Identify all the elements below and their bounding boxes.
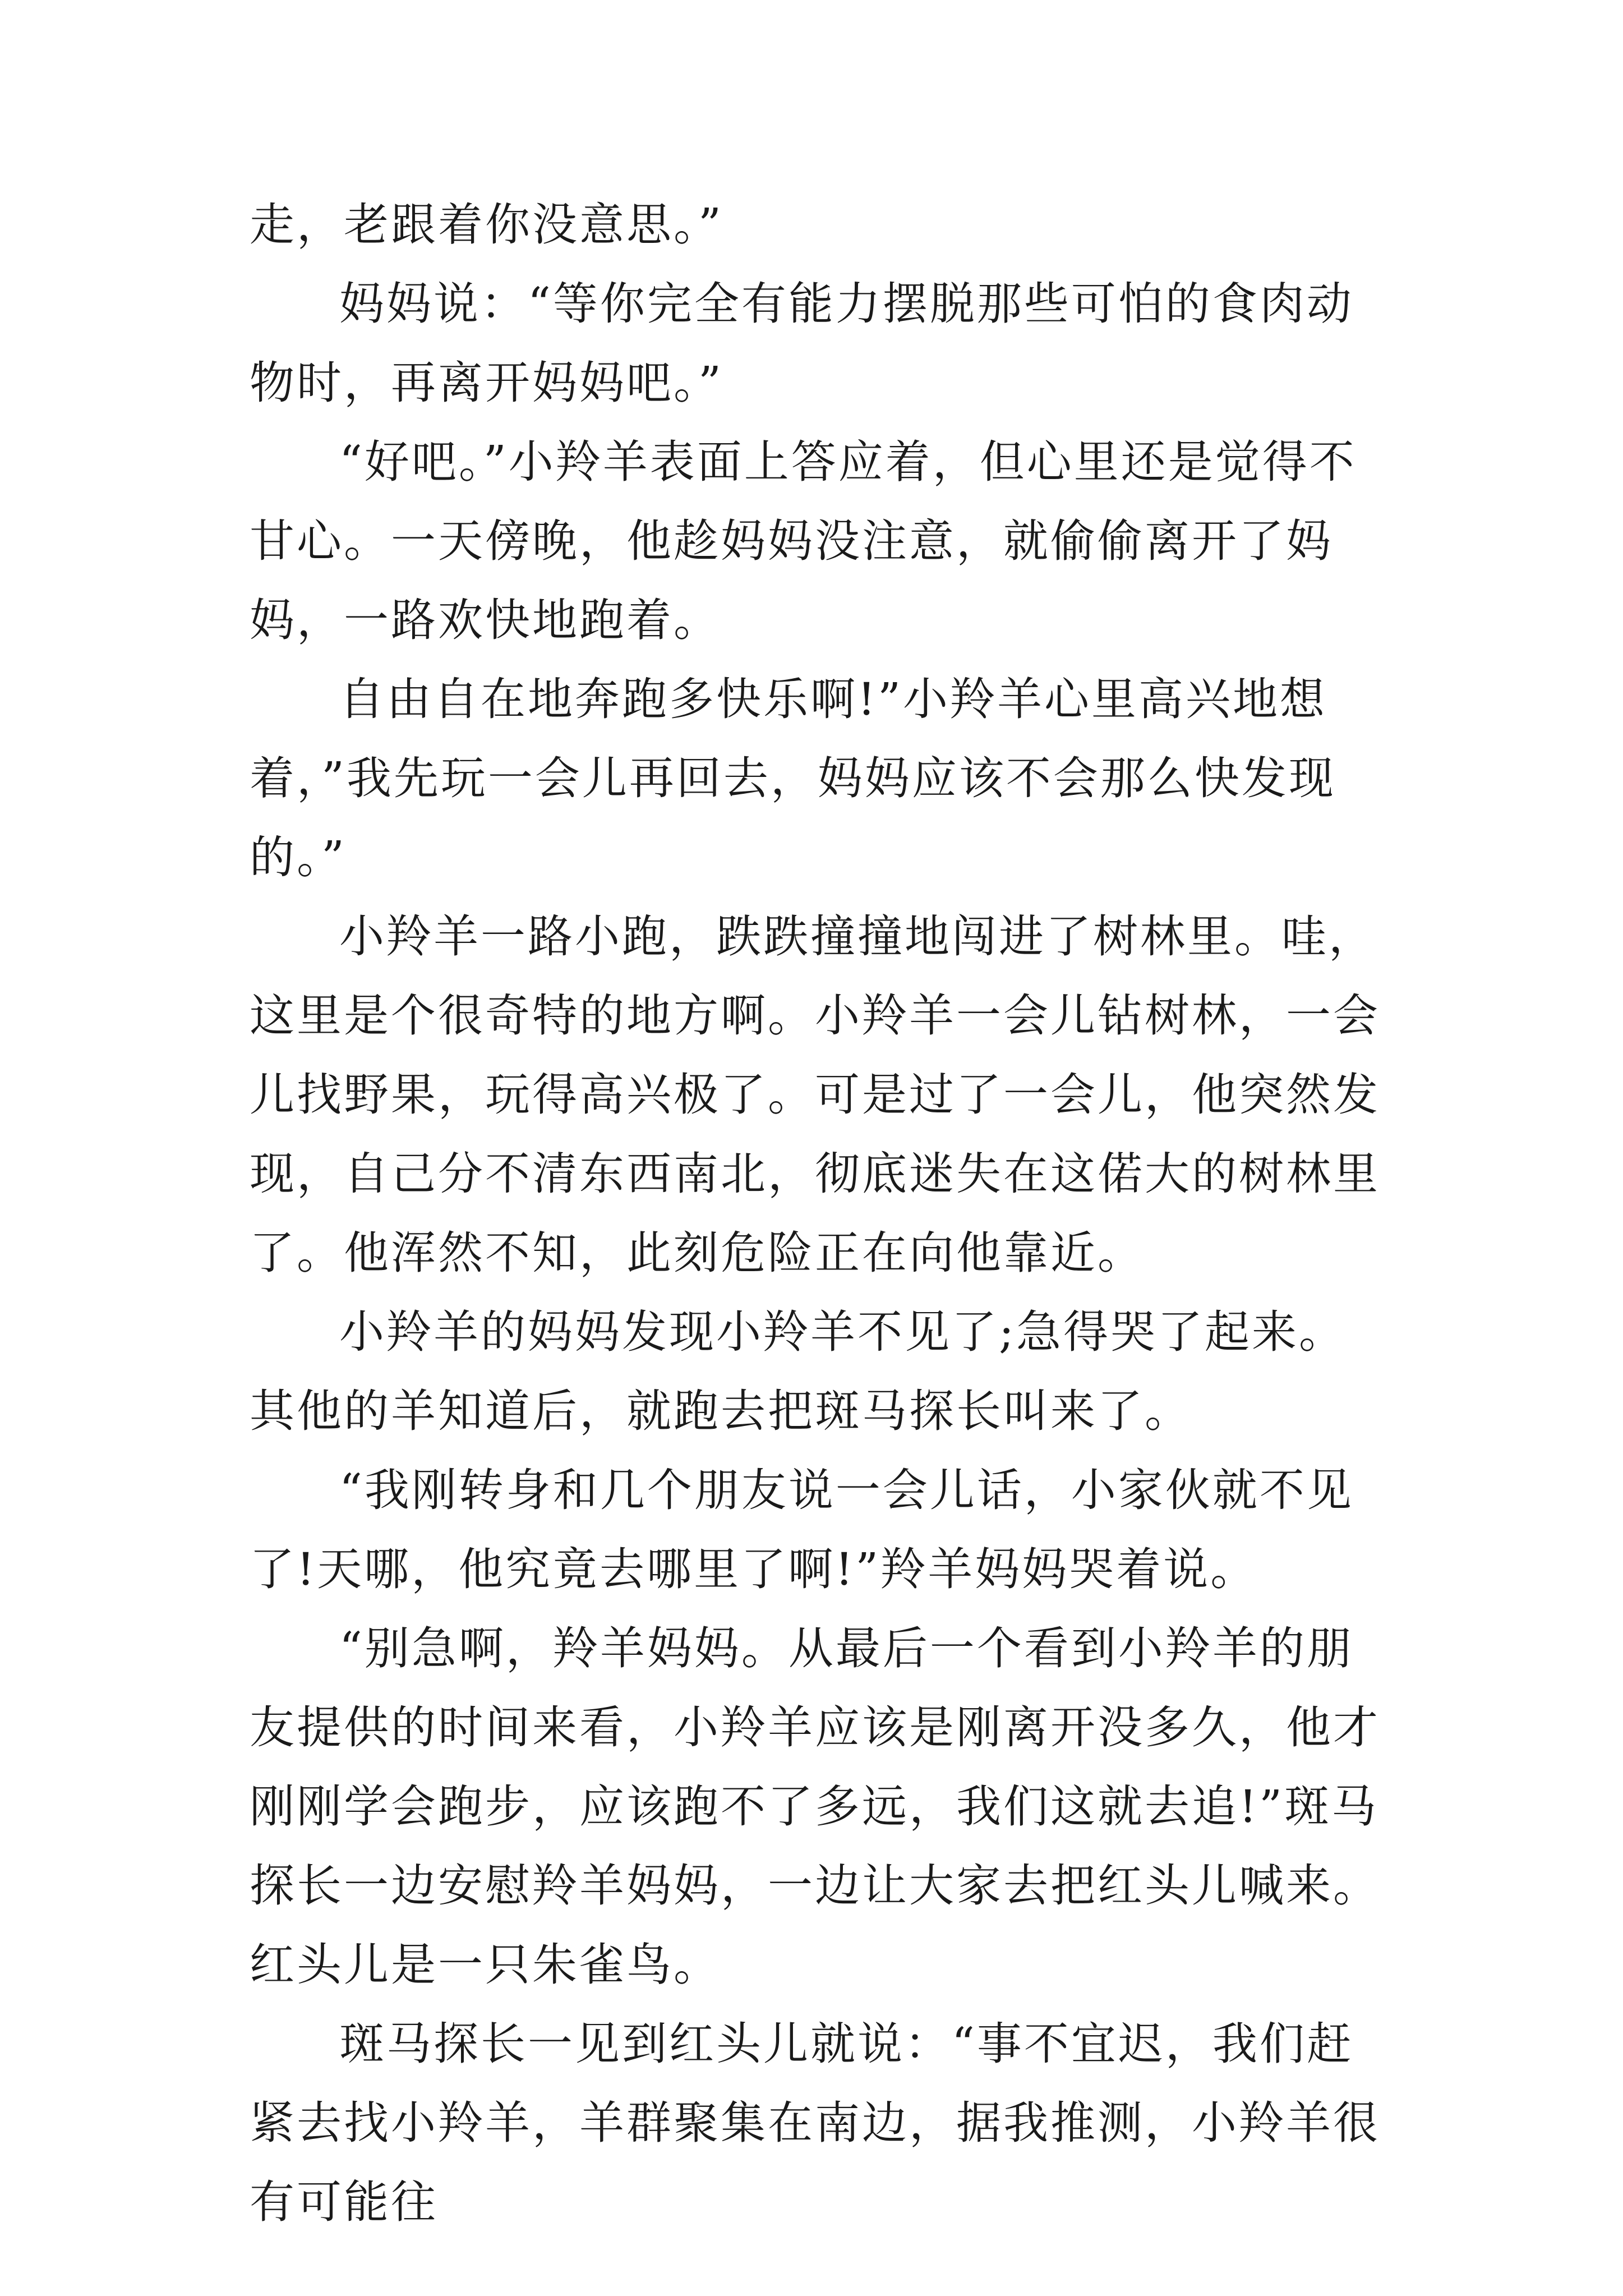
paragraph-6: 小羚羊的妈妈发现小羚羊不见了;急得哭了起来。其他的羊知道后，就跑去把斑马探长叫来了。 [250, 1306, 1346, 1437]
paragraph-2: 妈妈说：“等你完全有能力摆脱那些可怕的食肉动物时，再离开妈妈吧。” [250, 278, 1354, 409]
paragraph-5: 小羚羊一路小跑，跌跌撞撞地闯进了树林里。哇，这里是个很奇特的地方啊。小羚羊一会儿钻树林，一会儿找野果，玩得高兴极了。可是过了一会儿，他突然发现，自己分不清东西南北，彻底迷失在这偌大的树林里了。他浑然不知，此刻危险正在向他靠近。 [250, 910, 1380, 1279]
paragraph-9: 斑马探长一见到红头儿就说：“事不宜迟，我们赶紧去找小羚羊，羊群聚集在南边，据我推测，小羚羊很有可能往 [250, 2018, 1380, 2228]
paragraph-1: 走，老跟着你没意思。” [250, 199, 723, 251]
story-text [250, 185, 1388, 2242]
paragraph-7: “我刚转身和几个朋友说一会儿话，小家伙就不见了!天哪，他究竟去哪里了啊!”羚羊妈妈哭着说。 [250, 1464, 1354, 1595]
paragraph-4: 自由自在地奔跑多快乐啊!”小羚羊心里高兴地想着，”我先玩一会儿再回去，妈妈应该不会那么快发现的。” [250, 673, 1336, 884]
paragraph-8: “别急啊，羚羊妈妈。从最后一个看到小羚羊的朋友提供的时间来看，小羚羊应该是刚离开没多久，他才刚刚学会跑步，应该跑不了多远，我们这就去追!”斑马探长一边安慰羚羊妈妈，一边让大家去把红头儿喊来。红头儿是一只朱雀鸟。 [250, 1622, 1380, 1991]
paragraph-3: “好吧。”小羚羊表面上答应着，但心里还是觉得不甘心。一天傍晚，他趁妈妈没注意，就偷偷离开了妈妈，一路欢快地跑着。 [250, 436, 1357, 646]
